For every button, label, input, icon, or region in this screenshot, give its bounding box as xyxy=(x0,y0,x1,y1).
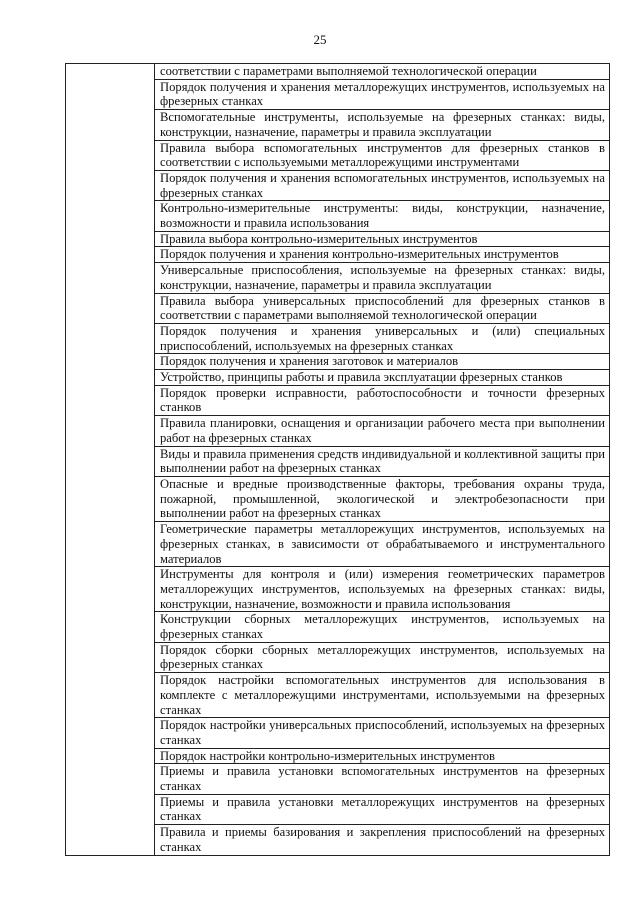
row-text-cell xyxy=(155,718,610,748)
row-text: Опасные и вредные производственные факторы, требования охраны труда, пожарной, промышленной, экологической и электробезопасности при выполнении работ на фрезерных станках xyxy=(160,476,605,521)
row-text-cell xyxy=(155,231,610,247)
row-text: Приемы и правила установки металлорежущих инструментов на фрезерных станках xyxy=(160,794,605,824)
row-text: Правила и приемы базирования и закрепления приспособлений на фрезерных станках xyxy=(160,825,605,854)
row-text-cell xyxy=(155,140,610,170)
row-text-cell xyxy=(155,794,610,824)
row-text: Порядок получения и хранения металлорежущих инструментов, используемых на фрезерных станках xyxy=(160,79,605,109)
row-text: Порядок получения и хранения заготовок и материалов xyxy=(160,354,459,369)
row-text-cell xyxy=(155,673,610,718)
row-text: соответствии с параметрами выполняемой технологической операции xyxy=(160,64,537,78)
row-text-cell xyxy=(155,263,610,293)
row-text-cell xyxy=(155,79,610,109)
page-number: 25 xyxy=(313,32,327,47)
row-text: Порядок получения и хранения вспомогательных инструментов, используемых на фрезерных станках xyxy=(160,170,605,200)
row-text: Вспомогательные инструменты, используемые на фрезерных станках: виды, конструкции, назначение, параметры и правила эксплуатации xyxy=(160,110,605,139)
row-text: Правила выбора универсальных приспособлений для фрезерных станков в соответствии с параметрами выполняемой технологической операции xyxy=(160,293,605,323)
row-text: Порядок получения и хранения контрольно-измерительных инструментов xyxy=(160,247,559,262)
row-text: Правила выбора контрольно-измерительных инструментов xyxy=(160,231,478,246)
row-text: Правила планировки, оснащения и организации рабочего места при выполнении работ на фрезерных станках xyxy=(160,416,605,445)
row-text: Универсальные приспособления, используемые на фрезерных станках: виды, конструкции, назначение, параметры и правила эксплуатации xyxy=(160,263,605,292)
row-text: Приемы и правила установки вспомогательных инструментов на фрезерных станках xyxy=(160,764,605,794)
row-text: Порядок сборки сборных металлорежущих инструментов, используемых на фрезерных станках xyxy=(160,642,605,672)
knowledge-table xyxy=(65,63,610,856)
row-text-cell xyxy=(155,642,610,672)
table-body xyxy=(66,64,610,856)
row-text-cell xyxy=(155,170,610,200)
row-text-cell xyxy=(155,110,610,140)
row-text-cell xyxy=(155,323,610,353)
row-text: Виды и правила применения средств индивидуальной и коллективной защиты при выполнении работ на фрезерных станках xyxy=(160,446,605,476)
row-text: Правила выбора вспомогательных инструментов для фрезерных станков в соответствии с используемыми металлорежущими инструментами xyxy=(160,140,605,170)
table-row xyxy=(66,64,610,80)
row-text-cell xyxy=(155,64,610,80)
row-text-cell xyxy=(155,764,610,794)
row-text-cell xyxy=(155,476,610,521)
row-text: Инструменты для контроля и (или) измерения геометрических параметров металлорежущих инструментов, используемых на фрезерных станках: виды, конструкции, назначение, возможности и правила использования xyxy=(160,567,605,611)
row-text-cell xyxy=(155,748,610,764)
row-text: Порядок настройки универсальных приспособлений, используемых на фрезерных станках xyxy=(160,718,605,747)
row-text-cell xyxy=(155,201,610,231)
row-text: Порядок проверки исправности, работоспособности и точности фрезерных станков xyxy=(160,385,605,415)
row-text: Порядок настройки контрольно-измерительных инструментов xyxy=(160,748,495,763)
row-text-cell xyxy=(155,612,610,642)
row-text: Геометрические параметры металлорежущих инструментов, используемых на фрезерных станках, в зависимости от обрабатываемого и инструментального материалов xyxy=(160,522,605,566)
row-text-cell xyxy=(155,416,610,446)
row-text-cell xyxy=(155,293,610,323)
row-text-cell xyxy=(155,567,610,612)
row-text: Порядок настройки вспомогательных инструментов для использования в комплекте с металлорежущими инструментами, используемыми на фрезерных станках xyxy=(160,673,605,717)
row-text: Порядок получения и хранения универсальных и (или) специальных приспособлений, используемых на фрезерных станках xyxy=(160,323,605,353)
row-text-cell xyxy=(155,247,610,263)
row-text: Контрольно-измерительные инструменты: виды, конструкции, назначение, возможности и правила использования xyxy=(160,201,605,231)
row-text-cell xyxy=(155,370,610,386)
row-text-cell xyxy=(155,825,610,855)
row-text-cell xyxy=(155,446,610,476)
row-text: Конструкции сборных металлорежущих инструментов, используемых на фрезерных станках xyxy=(160,612,605,642)
row-text: Устройство, принципы работы и правила эксплуатации фрезерных станков xyxy=(160,370,563,385)
row-text-cell xyxy=(155,522,610,567)
row-text-cell xyxy=(155,354,610,370)
left-column-cell xyxy=(66,64,155,856)
row-text-cell xyxy=(155,385,610,415)
